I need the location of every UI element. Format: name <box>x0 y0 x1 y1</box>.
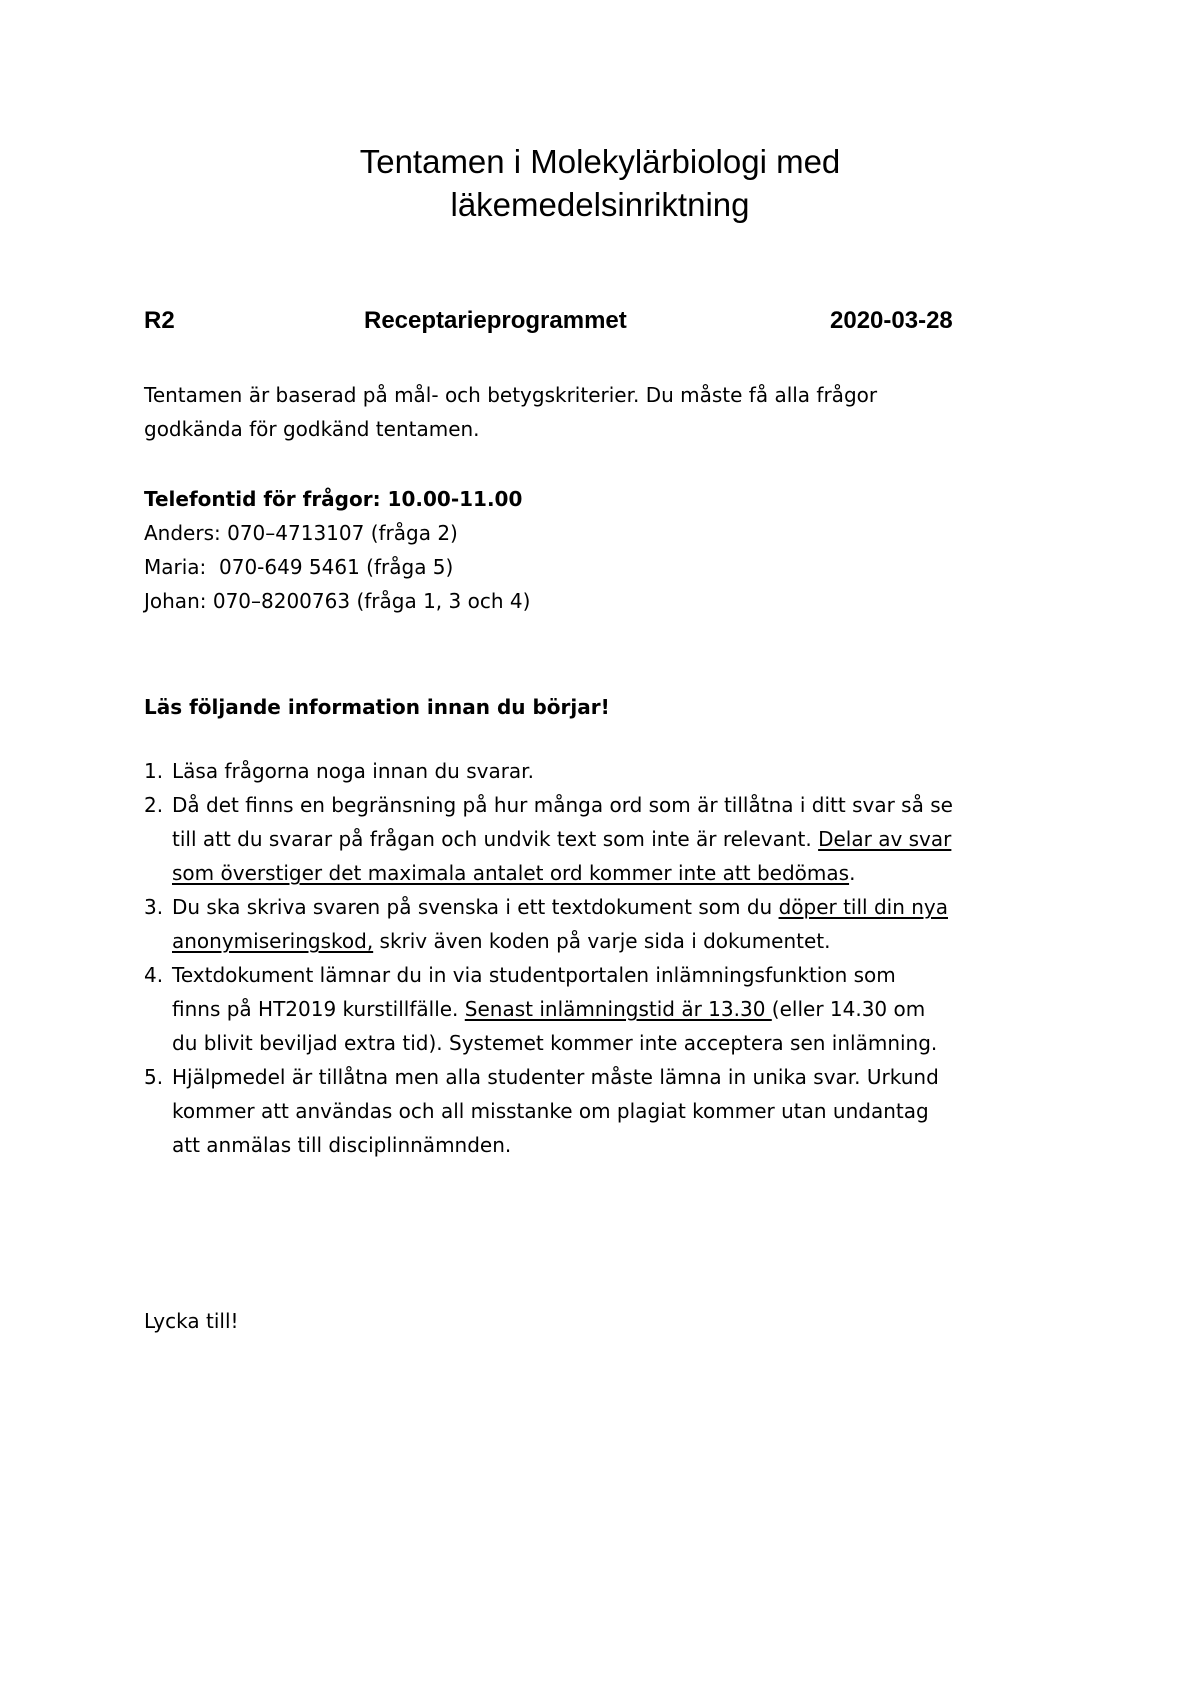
list-number: 3. <box>144 895 164 919</box>
phone-hours-heading: Telefontid för frågor: 10.00-11.00 <box>144 487 523 511</box>
list-number: 5. <box>144 1065 164 1089</box>
rule-5-line-2: kommer att användas och all misstanke om plagiat kommer utan undantag <box>172 1099 929 1123</box>
closing-text: Lycka till! <box>144 1309 239 1333</box>
title-line-1: Tentamen i Molekylärbiologi med <box>359 143 841 180</box>
list-item <box>144 1060 1074 1162</box>
instructions-list <box>144 754 1074 1162</box>
rule-4-line-1: Textdokument lämnar du in via studentportalen inlämningsfunktion som <box>172 963 896 987</box>
contact-maria: Maria: 070-649 5461 (fråga 5) <box>144 555 454 579</box>
rule-2-underlined-end: som överstiger det maximala antalet ord kommer inte att bedömas <box>172 861 850 885</box>
read-notice-heading: Läs följande information innan du börjar! <box>144 695 610 719</box>
rule-4-underlined-deadline: Senast inlämningstid är 13.30 <box>464 997 772 1021</box>
list-item <box>144 958 1074 1060</box>
list-number: 1. <box>144 759 164 783</box>
rule-3-text: Du ska skriva svaren på svenska i ett textdokument som du <box>172 895 779 919</box>
list-number: 4. <box>144 963 164 987</box>
intro-paragraph <box>144 378 1064 446</box>
contact-anders: Anders: 070–4713107 (fråga 2) <box>144 521 458 545</box>
contact-johan: Johan: 070–8200763 (fråga 1, 3 och 4) <box>144 589 531 613</box>
rule-4-line-2 <box>172 992 1074 1026</box>
list-number: 2. <box>144 793 164 817</box>
intro-line-1: Tentamen är baserad på mål- och betygskriterier. Du måste få alla frågor <box>144 383 878 407</box>
title-line-2: läkemedelsinriktning <box>450 186 750 223</box>
document-title <box>0 140 1200 226</box>
rule-3-line-1 <box>172 890 1074 924</box>
rule-4-line-3: du blivit beviljad extra tid). Systemet kommer inte acceptera sen inlämning. <box>172 1031 938 1055</box>
course-code: R2 <box>144 307 175 334</box>
rule-2-line-1: Då det finns en begränsning på hur många ord som är tillåtna i ditt svar så se <box>172 793 953 817</box>
rule-3-text-end: skriv även koden på varje sida i dokumentet. <box>373 929 831 953</box>
rule-2-line-2 <box>172 822 1074 856</box>
rule-4-text-after: (eller 14.30 om <box>771 997 926 1021</box>
rule-3-underlined-end: anonymiseringskod, <box>172 929 374 953</box>
intro-line-2: godkända för godkänd tentamen. <box>144 417 480 441</box>
rule-1-line-1: Läsa frågorna noga innan du svarar. <box>172 759 534 783</box>
rule-3-underlined-start: döper till din nya <box>778 895 948 919</box>
exam-date: 2020-03-28 <box>830 307 953 334</box>
program-name: Receptarieprogrammet <box>364 307 627 334</box>
rule-4-text: finns på HT2019 kurstillfälle. <box>172 997 465 1021</box>
list-item <box>144 890 1074 958</box>
rule-5-line-3: att anmälas till disciplinnämnden. <box>172 1133 512 1157</box>
rule-2-underlined-start: Delar av svar <box>818 827 952 851</box>
rule-5-line-1: Hjälpmedel är tillåtna men alla studenter måste lämna in unika svar. Urkund <box>172 1065 939 1089</box>
phone-hours-section <box>144 482 530 618</box>
rule-2-text: till att du svarar på frågan och undvik text som inte är relevant. <box>172 827 819 851</box>
list-item <box>144 754 1074 788</box>
rule-2-period: . <box>849 861 856 885</box>
rule-3-line-2 <box>172 924 1074 958</box>
rule-2-line-3 <box>172 856 1074 890</box>
list-item <box>144 788 1074 890</box>
